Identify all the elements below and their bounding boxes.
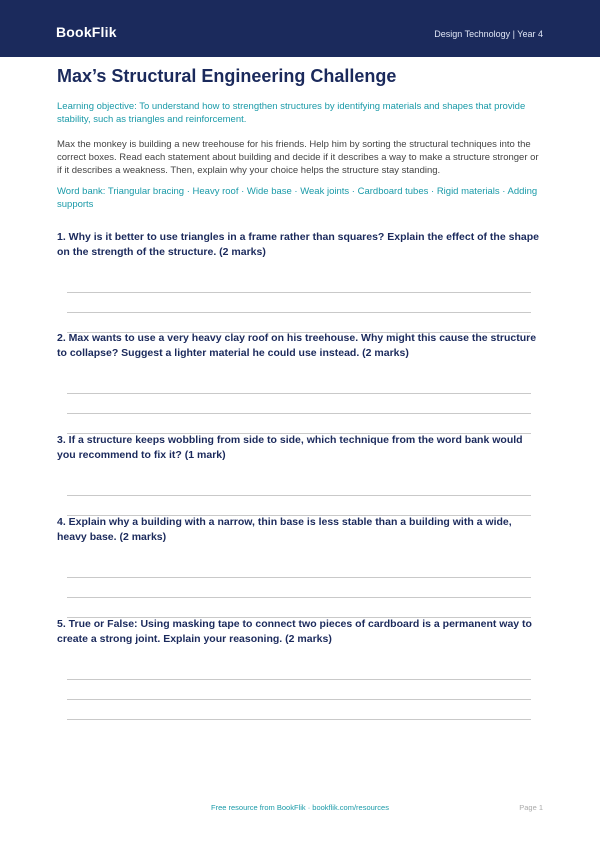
answer-line[interactable] [67,312,531,313]
footer-text: Free resource from BookFlik · bookflik.com/resources [211,803,389,812]
answer-line[interactable] [67,699,531,700]
answer-line[interactable] [67,393,531,394]
page-header [0,0,600,57]
answer-line[interactable] [67,495,531,496]
question-1: 1. Why is it better to use triangles in a frame rather than squares? Explain the effect of the shape on the strength of the structure. (2 marks) [57,231,539,258]
answer-line[interactable] [67,292,531,293]
answer-line[interactable] [67,719,531,720]
answer-line[interactable] [67,597,531,598]
question-4: 4. Explain why a building with a narrow, thin base is less stable than a building with a wide, heavy base. (2 marks) [57,516,512,543]
answer-line[interactable] [67,679,531,680]
question-2: 2. Max wants to use a very heavy clay roof on his treehouse. Why might this cause the structure to collapse? Suggest a lighter material he could use instead. (2 marks) [57,332,537,359]
answer-line[interactable] [67,577,531,578]
word-bank: Word bank: Triangular bracing · Heavy roof · Wide base · Weak joints · Cardboard tubes · Rigid materials · Adding supports [57,186,538,210]
worksheet-title: Max’s Structural Engineering Challenge [57,66,397,86]
brand-logo: BookFlik [56,24,117,40]
page-number: Page 1 [519,803,543,812]
intro-text: Max the monkey is building a new treehouse for his friends. Help him by sorting the structural techniques into the correct boxes. Read each statement about building and decide if it describes a way to make a structure stronger or if it describes a weakness. Then, explain why your choice helps the structure stay standing. [57,139,539,176]
question-5: 5. True or False: Using masking tape to connect two pieces of cardboard is a permanent way to create a strong joint. Explain your reasoning. (2 marks) [57,618,532,645]
question-3: 3. If a structure keeps wobbling from side to side, which technique from the word bank would you recommend to fix it? (1 mark) [57,434,523,461]
subject-label: Design Technology | Year 4 [434,29,543,39]
answer-line[interactable] [67,413,531,414]
learning-objective: Learning objective: To understand how to strengthen structures by identifying materials and shapes that provide stability, such as triangles and reinforcement. [57,101,526,125]
